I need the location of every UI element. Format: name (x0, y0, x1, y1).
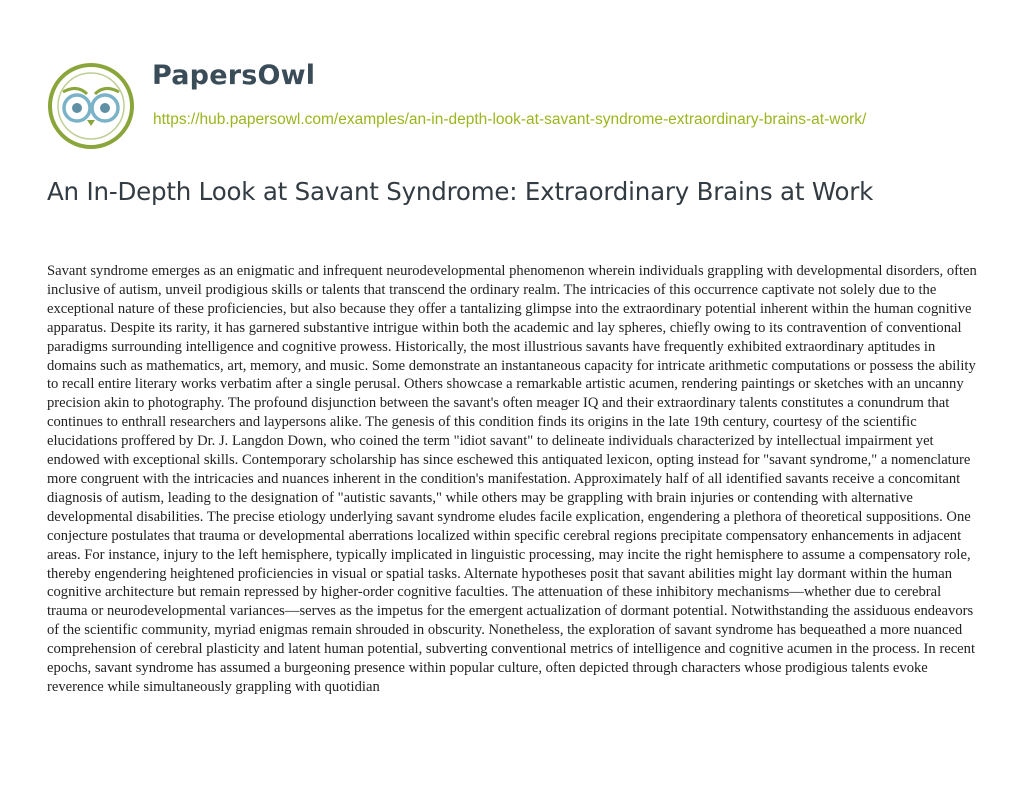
brand-name: PapersOwl (152, 60, 316, 91)
document-body: Savant syndrome emerges as an enigmatic and infrequent neurodevelopmental phenomenon wherein individuals grappling with developmental disorders, often inclusive of autism, unveil prodigious skills or talents that transcend the ordinary realm. The intricacies of this occurrence captivate not solely due to the exceptional nature of these proficiencies, but also because they offer a tantalizing glimpse into the extraordinary potential inherent within the human cognitive apparatus. Despite its rarity, it has garnered substantive intrigue within both the academic and lay spheres, chiefly owing to its contravention of conventional paradigms surrounding intelligence and cognitive prowess. Historically, the most illustrious savants have frequently exhibited extraordinary aptitudes in domains such as mathematics, art, memory, and music. Some demonstrate an instantaneous capacity for intricate arithmetic computations or possess the ability to recall entire literary works verbatim after a single perusal. Others showcase a remarkable artistic acumen, rendering paintings or sketches with an uncanny precision akin to photography. The profound disjunction between the savant's often meager IQ and their extraordinary talents constitutes a conundrum that continues to enthrall researchers and laypersons alike. The genesis of this condition finds its origins in the late 19th century, courtesy of the scientific elucidations proffered by Dr. J. Langdon Down, who coined the term "idiot savant" to delineate individuals characterized by intellectual impairment yet endowed with exceptional skills. Contemporary scholarship has since eschewed this antiquated lexicon, opting instead for "savant syndrome," a nomenclature more congruent with the intricacies and nuances inherent in the condition's manifestation. Approximately half of all identified savants receive a concomitant diagnosis of autism, leading to the designation of "autistic savants," while others may be grappling with brain injuries or contending with alternative developmental disabilities. The precise etiology underlying savant syndrome eludes facile explication, engendering a plethora of theoretical suppositions. One conjecture postulates that trauma or developmental aberrations localized within specific cerebral regions precipitate compensatory enhancements in adjacent areas. For instance, injury to the left hemisphere, typically implicated in linguistic processing, may incite the right hemisphere to assume a compensatory role, thereby engendering heightened proficiencies in visual or spatial tasks. Alternate hypotheses posit that savant abilities might lay dormant within the human cognitive architecture but remain repressed by higher-order cognitive faculties. The attenuation of these inhibitory mechanisms—whether due to cerebral trauma or neurodevelopmental variances—serves as the impetus for the emergent actualization of dormant potential. Notwithstanding the assiduous endeavors of the scientific community, myriad enigmas remain shrouded in obscurity. Nonetheless, the exploration of savant syndrome has bequeathed a more nuanced comprehension of cerebral plasticity and latent human potential, subverting conventional metrics of intelligence and cognitive acumen in the process. In recent epochs, savant syndrome has assumed a burgeoning presence within popular culture, often depicted through characters whose prodigious talents evoke reverence while simultaneously grappling with quotidian (47, 263, 977, 695)
document-title: An In-Depth Look at Savant Syndrome: Extraordinary Brains at Work (47, 177, 874, 206)
site-header (47, 52, 987, 152)
source-url-link[interactable]: https://hub.papersowl.com/examples/an-in-depth-look-at-savant-syndrome-extraordinary-brains-at-work/ (153, 111, 867, 128)
owl-eyes-logo-icon (47, 62, 135, 150)
